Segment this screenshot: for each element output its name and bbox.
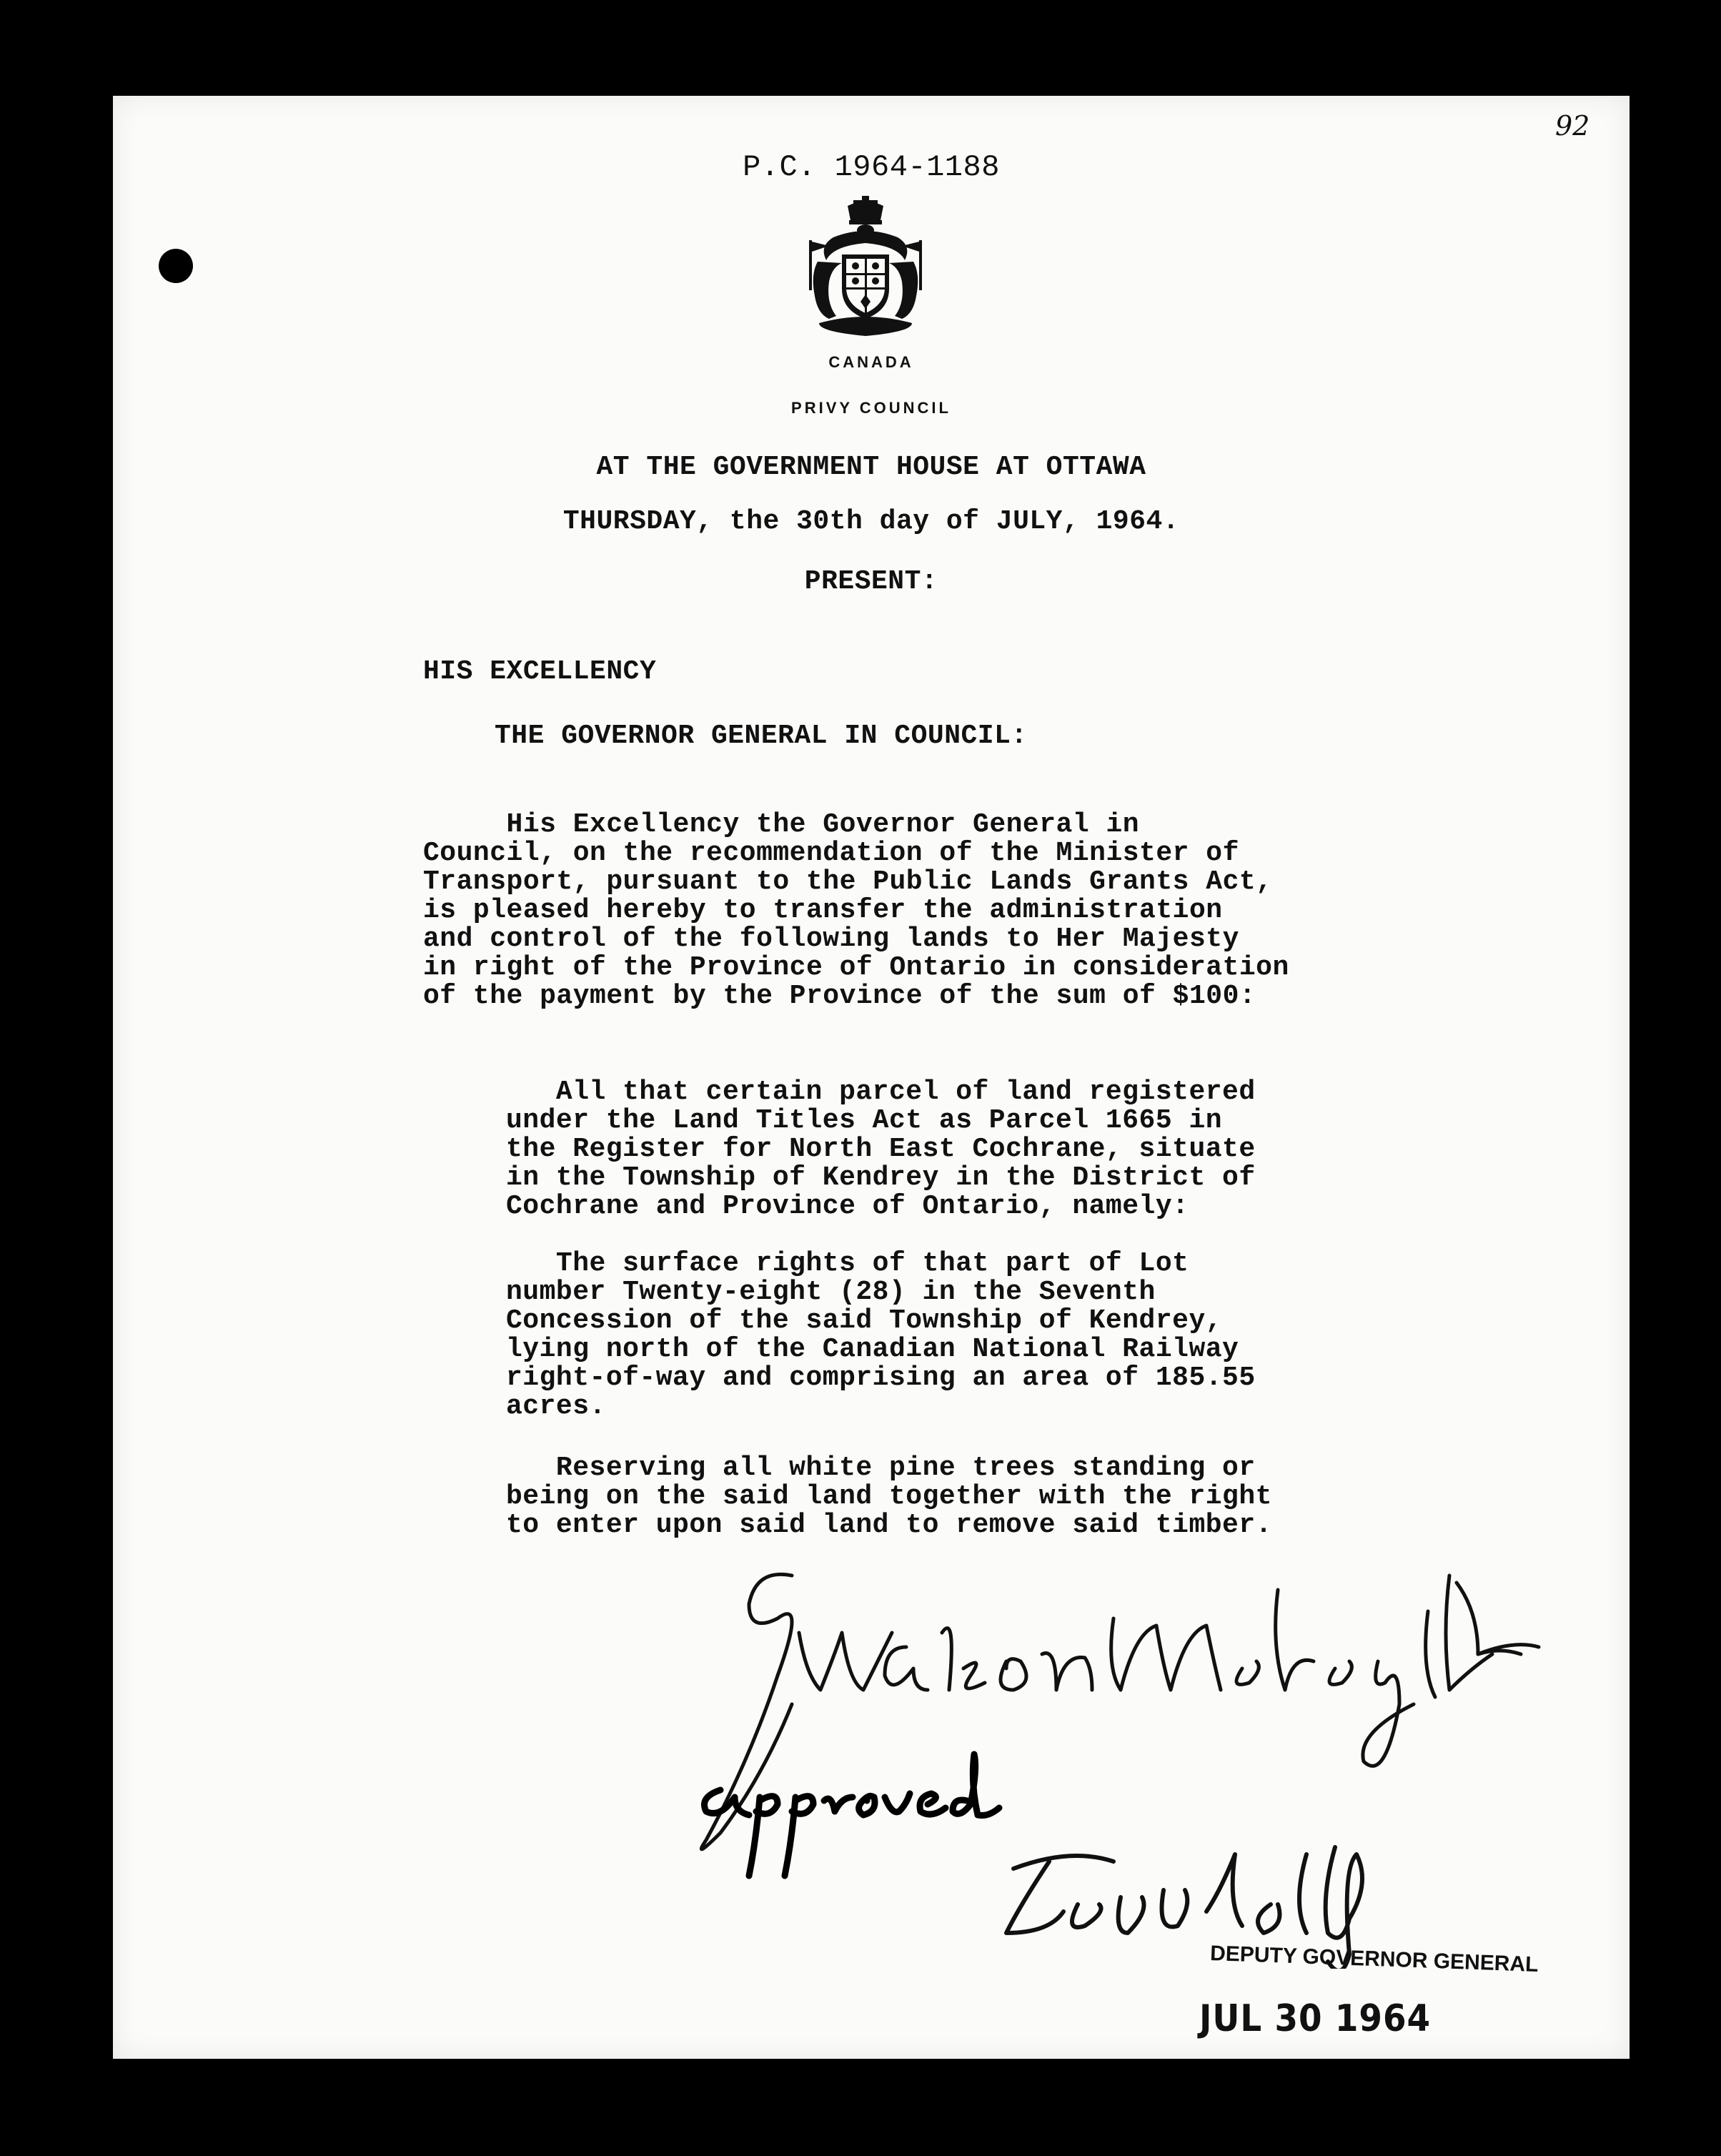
surface-line: right-of-way and comprising an area of 185.55 <box>506 1363 1256 1393</box>
timber-line: being on the said land together with the right <box>506 1481 1272 1512</box>
coat-of-arms-icon <box>805 196 926 339</box>
parcel-line: under the Land Titles Act as Parcel 1665 in <box>506 1105 1223 1136</box>
surface-line: The surface rights of that part of Lot <box>506 1248 1189 1279</box>
punch-hole <box>159 249 193 283</box>
present-heading: PRESENT: <box>804 566 938 597</box>
body-line: and control of the following lands to Her Majesty <box>423 924 1239 954</box>
parcel-description <box>506 1078 1256 1221</box>
body-line: in right of the Province of Ontario in consideration <box>423 952 1289 983</box>
salutation-line-1: HIS EXCELLENCY <box>423 656 657 687</box>
parcel-line: the Register for North East Cochrane, situate <box>506 1134 1256 1164</box>
timber-line: to enter upon said land to remove said timber. <box>506 1510 1272 1541</box>
body-line: of the payment by the Province of the sum of $100: <box>423 981 1256 1012</box>
timber-line: Reserving all white pine trees standing or <box>506 1453 1256 1483</box>
order-number: P.C. 1964-1188 <box>743 150 1000 184</box>
page-number: 92 <box>1555 110 1590 142</box>
body-line: His Excellency the Governor General in <box>423 809 1140 840</box>
body-line: Transport, pursuant to the Public Lands Grants Act, <box>423 866 1273 897</box>
document-page <box>113 96 1630 2059</box>
surface-line: acres. <box>506 1391 606 1422</box>
country-label: CANADA <box>828 353 914 371</box>
salutation-line-2: THE GOVERNOR GENERAL IN COUNCIL: <box>495 721 1028 751</box>
surface-line: Concession of the said Township of Kendrey, <box>506 1305 1223 1336</box>
surface-rights-description <box>506 1250 1256 1421</box>
body-paragraph <box>423 811 1289 1011</box>
parcel-line: All that certain parcel of land registered <box>506 1077 1256 1107</box>
parcel-line: Cochrane and Province of Ontario, namely: <box>506 1191 1189 1222</box>
date-stamp: JUL 30 1964 <box>1199 1997 1432 2040</box>
place-heading: AT THE GOVERNMENT HOUSE AT OTTAWA <box>596 452 1146 483</box>
parcel-line: in the Township of Kendrey in the District of <box>506 1162 1256 1193</box>
date-line: THURSDAY, the 30th day of JULY, 1964. <box>562 506 1180 537</box>
body-line: Council, on the recommendation of the Minister of <box>423 838 1239 869</box>
body-line: is pleased hereby to transfer the administration <box>423 895 1223 926</box>
privy-council-label: PRIVY COUNCIL <box>791 399 951 417</box>
surface-line: lying north of the Canadian National Railway <box>506 1334 1239 1365</box>
deputy-governor-general-stamp: DEPUTY GOVERNOR GENERAL <box>1209 1941 1539 1977</box>
surface-line: number Twenty-eight (28) in the Seventh <box>506 1277 1156 1307</box>
